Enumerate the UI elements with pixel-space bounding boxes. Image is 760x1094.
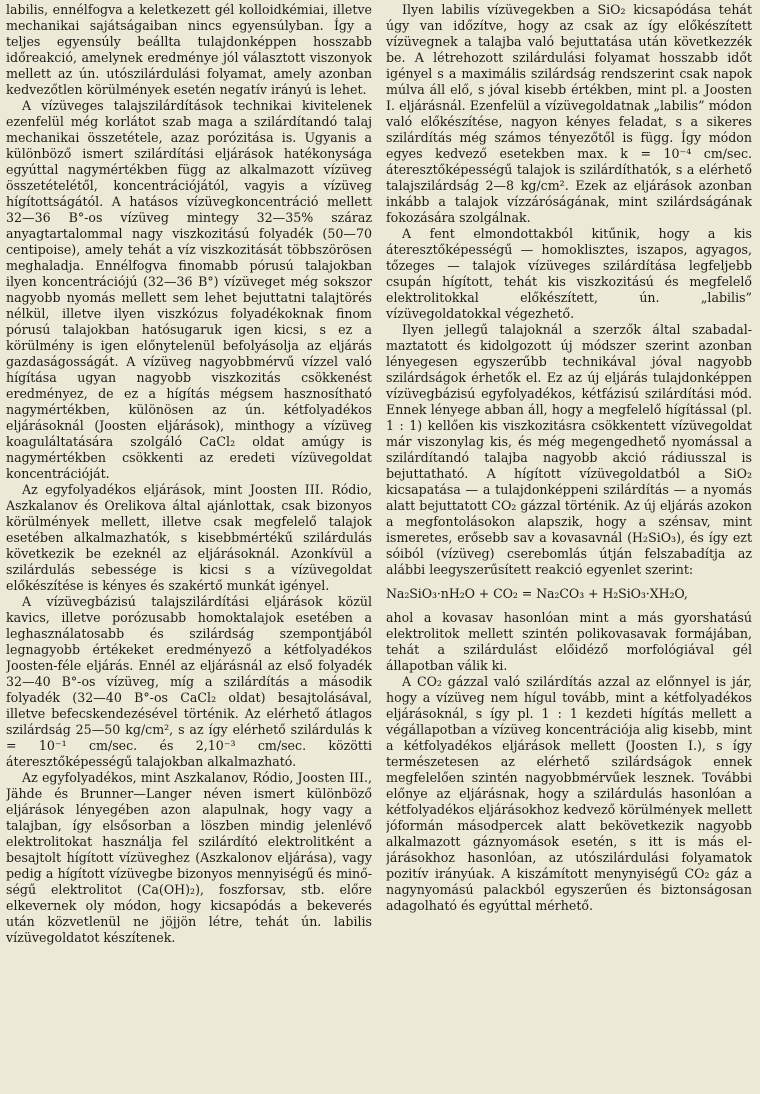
paragraph: A vízüvegbázisú talajszilárdítási eljárások közül kavics, illetve porózusabb homoktalajok esetében a leghasználatosabb és szilárdság szempontjából legnagyobb értékeket eredményező a kétfolyadékos Joosten-féle eljárás. Ennél az eljárásnál az első folyadék 32—40 B°-os vízüveg, míg a szilárdítás a második folyadék (32—40 B°-os CaCl₂ oldat) besajtolásával, illetve befecskendezésével történik. Az elérhető átlagos szilárdság 25—50 kg/cm², s az így elérhető szilárdulás k = 10⁻¹ cm/sec. és 2,10⁻³ cm/sec. közötti áteresztőképességű talajokban alkalmazható. bbox=[6, 594, 372, 769]
paragraph: A fent elmondottakból kitűnik, hogy a kis áteresztőképességű — homoklisztes, iszapos, agyagos, tőzeges — talajok vízüveges szilárdítása legfeljebb csupán hígított, tehát kis viszkozitású és megfelelő elektrolitokkal előkészített, ún. „labilis” vízüvegoldatokkal végezhető. bbox=[386, 226, 752, 321]
paragraph: Az egyfolyadékos, mint Aszkalanov, Ródio, Joosten III., Jähde és Brunner—Langer néven ismert különböző eljárások lényegében azon alapulnak, hogy vagy a talajban, így elsősorban a löszben mindig jelenlévő elektrolitokat használja fel szilárdító elektrolitként a besajtolt hígított vízüveghez (Aszkalonov eljárása), vagy pedig a hígított vízüvegbe bizonyos mennyiségű és minőségű elektrolitot (Ca(OH)₂), foszforsav, stb. előre elkevernek oly módon, hogy kicsapódás a bekeverés után közvetlenül ne jöjjön létre, tehát ún. labilis vízüvegoldatot készítenek. bbox=[6, 770, 372, 945]
paragraph: A CO₂ gázzal való szilárdítás azzal az előnnyel is jár, hogy a vízüveg nem hígul tovább, mint a kétfolyadékos eljárásoknál, s így pl. 1 : 1 kezdeti hígítás mellett a végállapotban a vízüveg koncentrációja alig kisebb, mint a kétfolyadékos eljárások mellett (Joosten I.), s így természetesen az elérhető szilárdságok ennek megfelelően szintén nagyobbmérvűek lesznek. További előnye az eljárásnak, hogy a szilárdulás hasonlóan a kétfolyadékos eljárásokhoz kedvező körülmények mellett jóformán másodpercek alatt bekövetkezik nagyobb alkalmazott gáznyomások esetén, s itt is más eljárásokhoz hasonlóan, az utószilárdulási folyamatok pozitív irányúak. A kiszámított menynyiségű CO₂ gáz a nagynyomású palackból egyszerűen és biztonságosan adagolható és egyúttal mérhető. bbox=[386, 674, 752, 913]
paragraph: Ilyen labilis vízüvegekben a SiO₂ kicsapódása tehát úgy van időzítve, hogy az csak az így előkészített vízüvegnek a talajba való bejuttatása után következzék be. A létrehozott szilárdulási folyamat hosszabb időt igényel s a maximális szilárdság rendszerint csak napok múlva áll elő, s jóval kisebb értékben, mint pl. a Joosten I. eljárásnál. Ezenfelül a vízüvegoldatnak „labilis” módon való előkészítése, nagyon kényes feladat, s a sikeres szilárdítás még számos tényezőtől is függ. Így módon egyes kedvező esetekben max. k = 10⁻⁴ cm/sec. áteresztőképességű talajok is szilárdíthatók, s a elérhető talajszilárdság 2—8 kg/cm². Ezek az eljárások azonban inkább a talajok vízzáróságának, mint szilárdságának fokozására szolgálnak. bbox=[386, 2, 752, 225]
paragraph: Az egyfolyadékos eljárások, mint Joosten III. Ródio, Aszkalanov és Orelikova által ajánlottak, csak bizonyos körülmények mellett, illetve csak megfelelő talajok esetében alkalmazhatók, s kisebbmértékű szilárdulás következik be ezeknél az eljárásoknál. Azonkívül a szilárdulás sebessége is kicsi s a vízüvegoldat előkészítése is kényes és szakértő munkát igényel. bbox=[6, 482, 372, 593]
left-column bbox=[6, 2, 372, 1094]
paragraph: labilis, ennélfogva a keletkezett gél kolloidkémiai, illetve mechanikai sajátságaiban nincs egyensúlyban. Így a teljes egyensúly beállta tulajdonképpen hosszabb időreakció, amelynek eredménye jól választott viszonyok mellett az ún. utószilárdulási folyamat, amely azonban kedvezőtlen körülmények esetén negatív irányú is lehet. bbox=[6, 2, 372, 97]
paragraph: Ilyen jellegű talajoknál a szerzők által szabadalmaztatott és kidolgozott új módszer szerint azonban lényegesen egyszerűbb technikával jóval nagyobb szilárdságok érhetők el. Ez az új eljárás tulajdonképpen vízüvegbázisú egyfolyadékos, kétfázisú szilárdítási mód. Ennek lényege abban áll, hogy a megfelelő hígítással (pl. 1 : 1) kellően kis viszkozitásra csökkentett vízüvegoldat már viszonylag kis, és még megengedhető nyomással a szilárdítandó talajba nagyobb akció rádiusszal is bejuttatható. A hígított vízüvegoldatból a SiO₂ kicsapatása — a tulajdonképpeni szilárdítás — a nyomás alatt bejuttatott CO₂ gázzal történik. Az új eljárás azokon a megfontolásokon alapszik, hogy a szénsav, mint ismeretes, erősebb sav a kovasavnál (H₂SiO₃), és így ezt sóiból (vízüveg) cserebomlás útján felszabadítja az alábbi leegyszerűsített reakció egyenlet szerint: bbox=[386, 322, 752, 577]
reaction-equation: Na₂SiO₃·nH₂O + CO₂ = Na₂CO₃ + H₂SiO₃·XH₂O, bbox=[386, 586, 688, 601]
right-column bbox=[386, 2, 752, 1094]
paragraph: ahol a kovasav hasonlóan mint a más gyorshatású elektrolitok mellett szintén polikovasavak formájában, tehát a szilárdulást előidéző morfológiával gél állapotban válik ki. bbox=[386, 610, 752, 673]
paragraph: A vízüveges talajszilárdítások technikai kivitelenek ezenfelül még korlátot szab maga a szilárdítandó talaj mechanikai összetétele, azaz porózitása is. Ugyanis a különböző ismert szilárdítási eljárások hatékonysága egyúttal nagymértékben függ az alkalmazott vízüveg összetételétől, koncentrációjától, vagyis a vízüveg hígítottságától. A hatásos vízüvegkoncentráció mellett 32—36 B°-os vízüveg mintegy 32—35% száraz anyagtartalommal nagy viszkozitású folyadék (50—70 centipoise), amely tehát a víz viszkozitását többszörösen meghaladja. Ennélfogva finomabb pórusú talajokban ilyen koncentrációjú (32—36 B°) vízüveget még sokszor nagyobb nyomás mellett sem lehet bejuttatni talajtörés nélkül, illetve ilyen viszkózus folyadékoknak finom pórusú talajokban hatósugaruk igen kicsi, s ez a körülmény is igen előnytelenül befolyásolja az eljárás gazdaságosságát. A vízüveg nagyobbmérvű vízzel való hígítása ugyan nagyobb viszkozitás csökkenést eredményez, de ez a hígítás mégsem hasznosítható nagymértékben, különösen az ún. kétfolyadékos eljárásoknál (Joosten eljárások), minthogy a vízüveg koaguláltatására szolgáló CaCl₂ oldat amúgy is nagymértékben csökkenti az eredeti vízüvegoldat koncentrációját. bbox=[6, 98, 372, 481]
